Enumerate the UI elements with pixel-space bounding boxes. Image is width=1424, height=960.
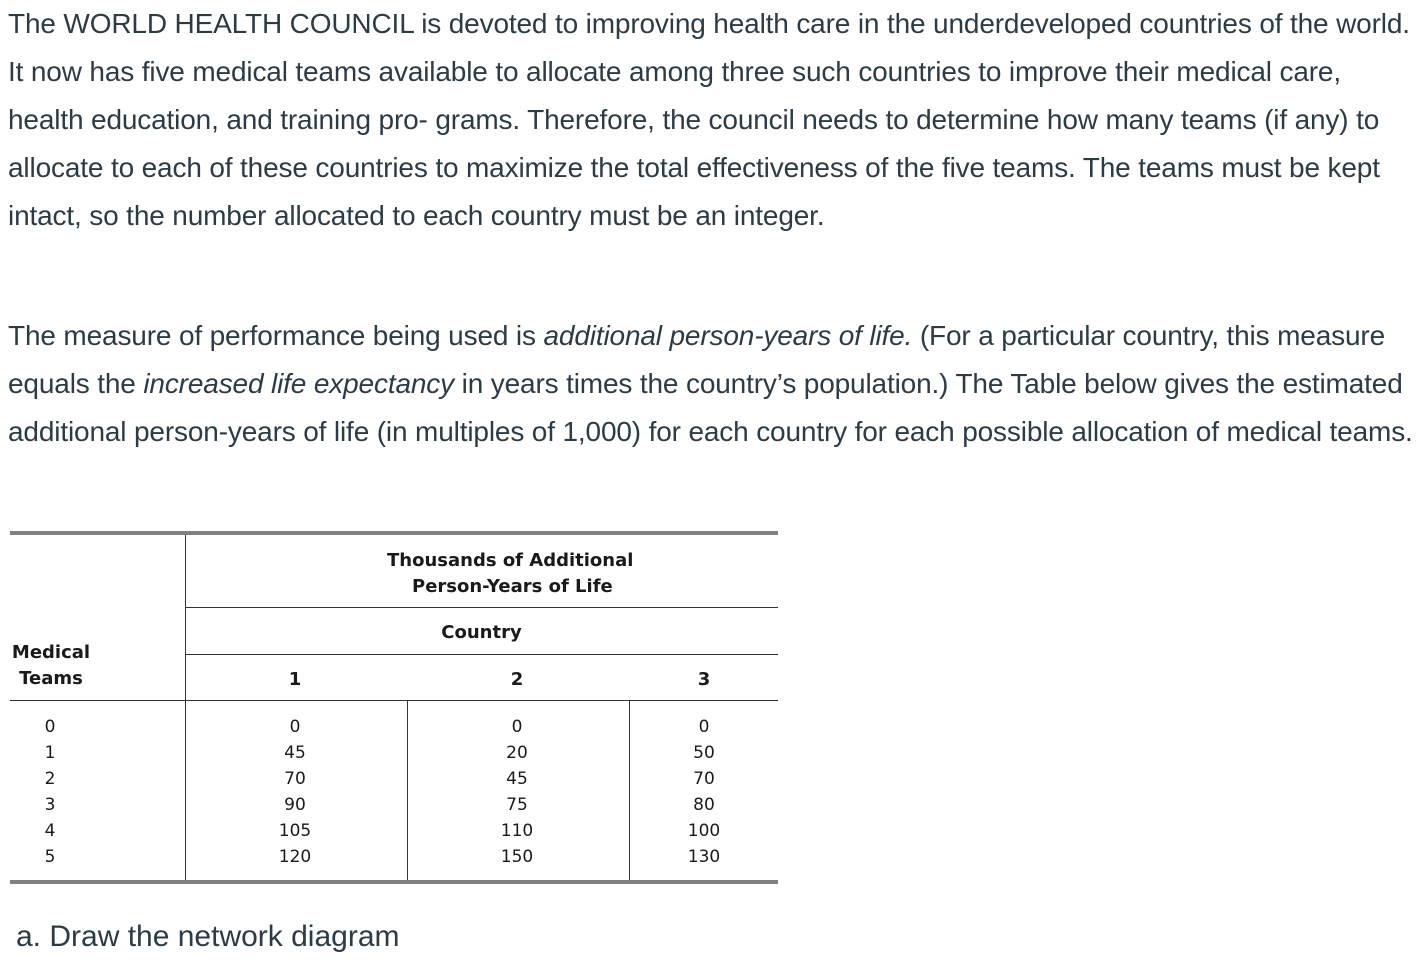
teams-value: 3	[44, 795, 56, 815]
table-title-line-2: Person-Years of Life	[412, 576, 613, 597]
country-3-value: 80	[693, 795, 715, 815]
teams-value: 2	[44, 769, 56, 789]
country-2-value: 45	[506, 769, 528, 789]
column-divider-1	[407, 700, 408, 880]
country-1-value: 105	[278, 821, 312, 841]
country-3-value: 50	[693, 743, 715, 763]
country-3-value: 70	[693, 769, 715, 789]
country-3-column	[674, 714, 734, 870]
question-a: a. Draw the network diagram	[16, 920, 400, 953]
country-2-value: 0	[511, 717, 523, 737]
measure-text-2: (For a particular country, this measure equals the	[8, 320, 1385, 399]
life-years-table	[10, 531, 778, 886]
country-1-column	[265, 714, 325, 870]
country-1-value: 45	[284, 743, 306, 763]
measure-text-3: in years times the country’s population.) The Table below gives the estimated additional person-years of life (in multiples of 1,000) for each country for each possible allocation of medical teams.	[8, 368, 1413, 447]
row-header-line-1: Medical	[11, 642, 91, 663]
country-1-value: 90	[284, 795, 306, 815]
teams-column	[30, 714, 70, 870]
country-1-header: 1	[288, 669, 302, 690]
country-2-value: 150	[500, 847, 534, 867]
teams-value: 5	[44, 847, 56, 867]
measure-emphasis-1: additional person-years of life.	[543, 320, 913, 351]
header-rule-1	[185, 607, 778, 608]
table-top-rule	[10, 531, 778, 535]
country-3-value: 0	[698, 717, 710, 737]
country-1-value: 120	[278, 847, 312, 867]
country-3-value: 130	[687, 847, 721, 867]
measure-paragraph	[8, 312, 1420, 456]
teams-value: 4	[44, 821, 56, 841]
country-3-value: 100	[687, 821, 721, 841]
country-3-header: 3	[697, 669, 711, 690]
header-rule-3	[10, 700, 778, 701]
country-1-value: 70	[284, 769, 306, 789]
country-label: Country	[441, 622, 522, 643]
country-2-value: 20	[506, 743, 528, 763]
measure-emphasis-2: increased life expectancy	[143, 368, 454, 399]
header-rule-2	[185, 654, 778, 655]
row-header	[10, 640, 92, 692]
column-divider-2	[629, 700, 630, 880]
row-header-line-2: Teams	[19, 668, 83, 689]
country-1-value: 0	[289, 717, 301, 737]
country-2-value: 110	[500, 821, 534, 841]
country-2-value: 75	[506, 795, 528, 815]
table-bottom-rule	[10, 880, 778, 884]
intro-paragraph: The WORLD HEALTH COUNCIL is devoted to improving health care in the underdeveloped countries of the world. It now has five medical teams available to allocate among three such countries to improve their medical care, health education, and training pro- grams. Therefore, the council needs to determine how many teams (if any) to allocate to each of these countries to maximize the total effectiveness of the five teams. The teams must be kept intact, so the number allocated to each country must be an integer.	[8, 8, 1410, 231]
teams-value: 1	[44, 743, 56, 763]
table-title-line-1: Thousands of Additional	[387, 550, 634, 571]
country-2-header: 2	[510, 669, 524, 690]
measure-text-1: The measure of performance being used is	[8, 320, 544, 351]
country-2-column	[487, 714, 547, 870]
table-title	[185, 548, 778, 600]
teams-value: 0	[44, 717, 56, 737]
